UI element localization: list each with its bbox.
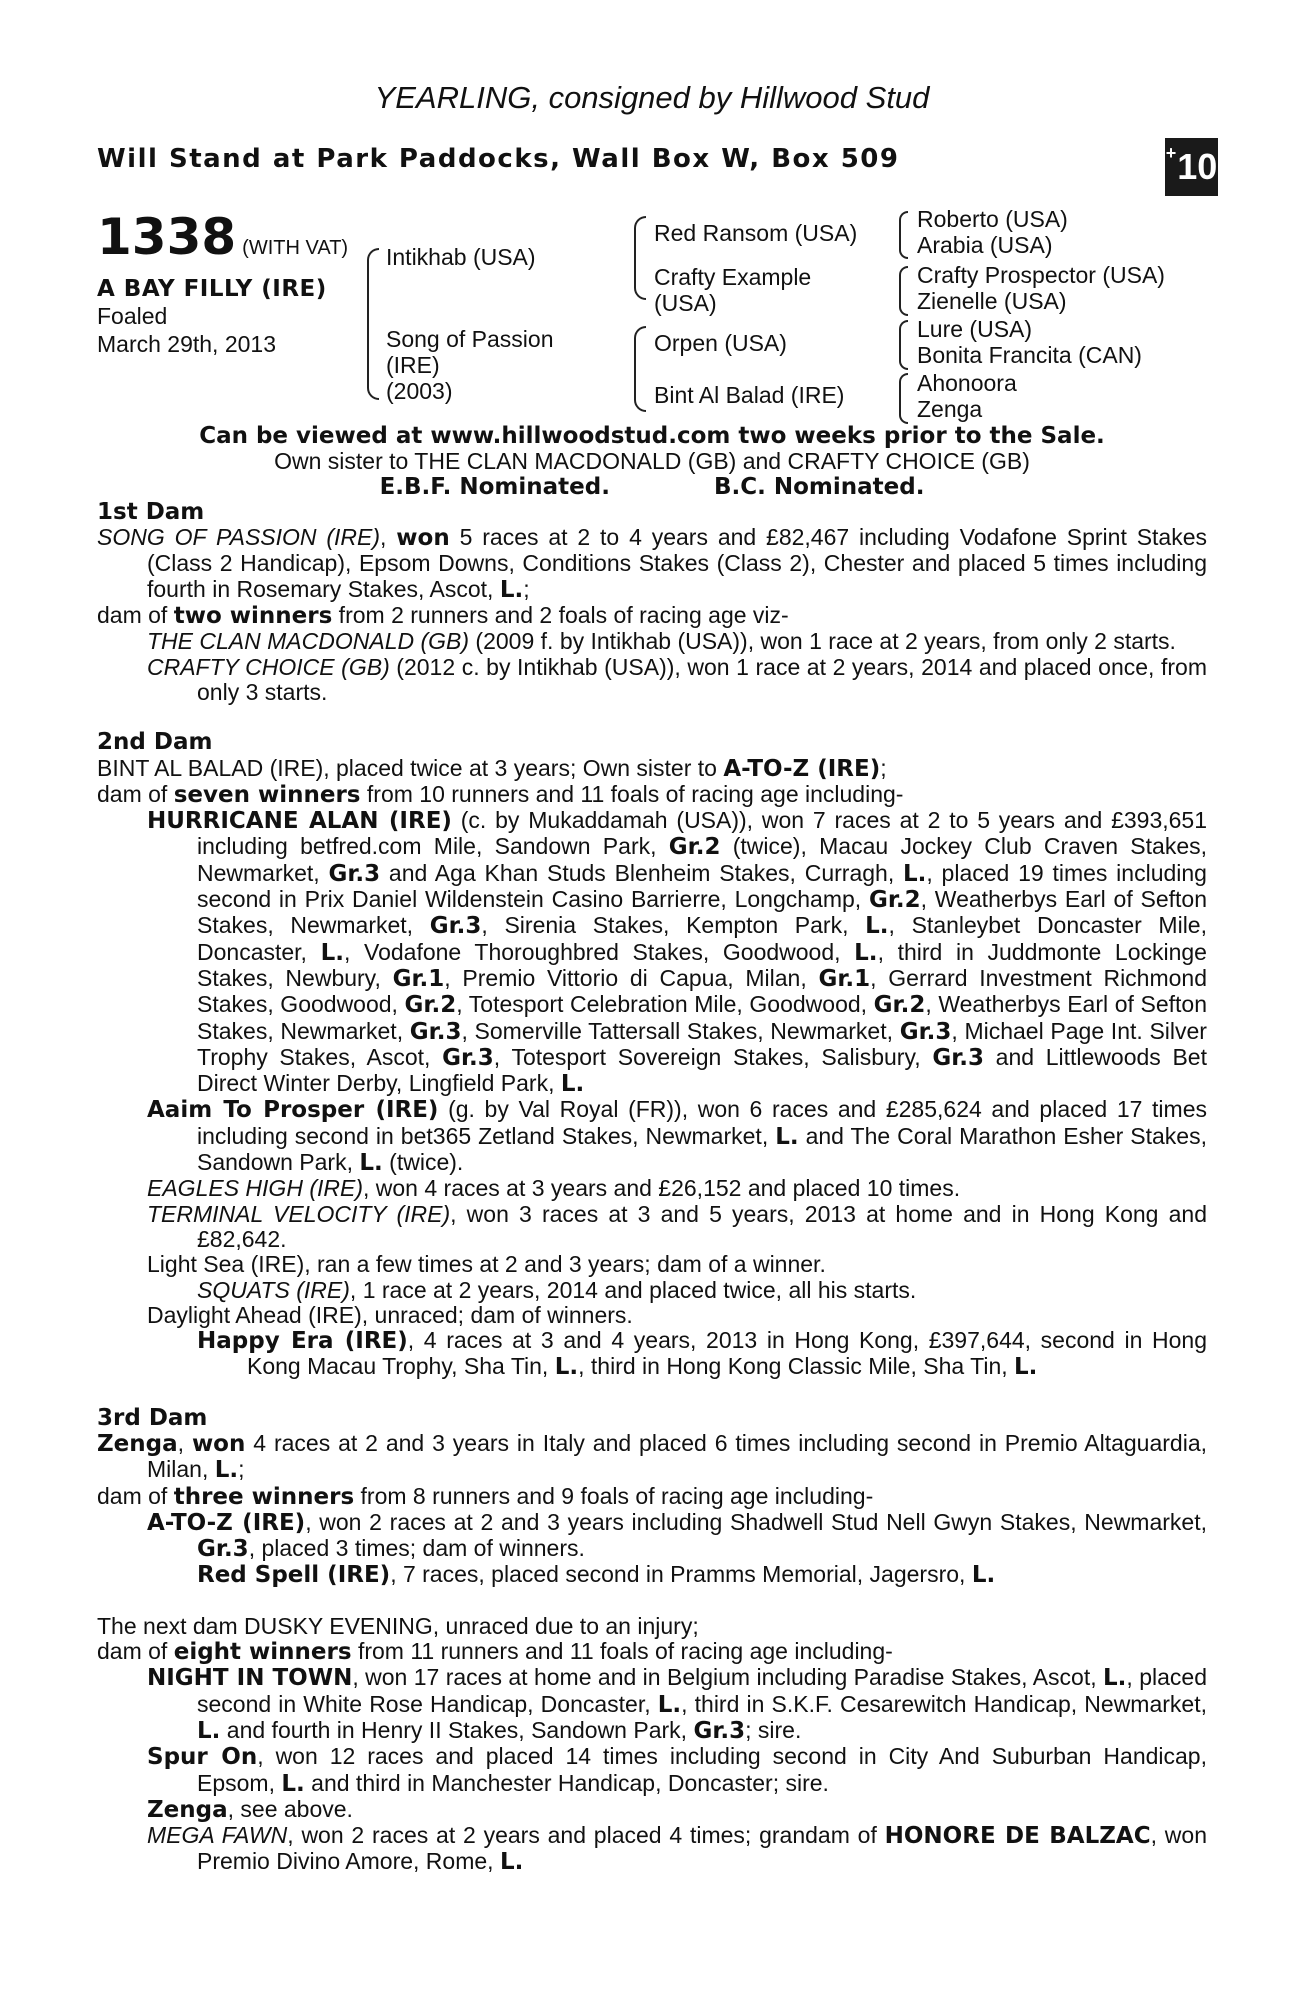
paragraph: Spur On, won 12 races and placed 14 times including second in City And Suburban Handicap, Epsom, L. and third in Manchester Handicap, Doncaster; sire. [147,1743,1207,1797]
paragraph: SQUATS (IRE), 1 race at 2 years, 2014 and placed twice, all his starts. [197,1276,917,1303]
paragraph: CRAFTY CHOICE (GB) (2012 c. by Intikhab (USA)), won 1 race at 2 years, 2014 and placed once, from only 3 starts. [147,653,1207,705]
paragraph: The next dam DUSKY EVENING, unraced due to an injury; [97,1612,699,1639]
third-dam-section [97,1431,1207,1589]
catalogue-body [97,424,1207,1876]
ped-sdd: Zienelle (USA) [917,288,1067,314]
ped-ddd: Zenga [917,396,983,422]
badge-number: 10 [1177,146,1218,187]
brace-sire-dam [367,248,379,400]
ped-sire-dam [654,264,811,316]
next-dam-section [97,1614,1207,1876]
ped-dam-line3: (2003) [386,378,453,404]
paragraph: THE CLAN MACDONALD (GB) (2009 f. by Intikhab (USA)), won 1 race at 2 years, from only 2 starts. [147,628,1176,655]
horse-name: A BAY FILLY (IRE) [97,276,327,302]
nominations [97,475,1207,500]
spacer [97,1589,1207,1614]
ped-sire-dam-line2: (USA) [654,290,717,316]
vat-note: (WITH VAT) [242,237,349,259]
paragraph: SONG OF PASSION (IRE), won 5 races at 2 to 4 years and £82,467 including Vodafone Sprint Stakes (Class 2 Handicap), Epsom Downs, Conditions Stakes (Class 2), Chester and placed 5 times including fourth in Rosemary Stakes, Ascot, L.; [97,524,1208,603]
paragraph: Zenga, see above. [147,1795,353,1823]
paragraph: Aaim To Prosper (IRE) (g. by Val Royal (FR)), won 6 races and £285,624 and placed 17 times including second in bet365 Zetland Stakes, Newmarket, L. and The Coral Marathon Esher Stakes, Sandown Park, L. (twice). [147,1096,1207,1177]
foaled-block [97,302,276,358]
second-dam-section [97,756,1207,1381]
ped-dds: Ahonoora [917,370,1017,396]
own-sister-note: Own sister to THE CLAN MACDONALD (GB) and CRAFTY CHOICE (GB) [274,448,1030,475]
ped-dam-line1: Song of Passion [386,326,554,352]
brace-sd [899,266,908,316]
paragraph: BINT AL BALAD (IRE), placed twice at 3 years; Own sister to A-TO-Z (IRE); [97,754,887,782]
bc-nominated: B.C. Nominated. [713,473,925,500]
paragraph: TERMINAL VELOCITY (IRE), won 3 races at 3 and 5 years, 2013 at home and in Hong Kong and £82,642. [147,1200,1207,1252]
brace-dam-line [634,326,646,412]
paragraph: Red Spell (IRE), 7 races, placed second in Pramms Memorial, Jagersro, L. [197,1561,996,1589]
ped-dss: Lure (USA) [917,316,1033,342]
ped-dam-line2: (IRE) [386,352,440,378]
ped-sire-sire: Red Ransom (USA) [654,220,858,246]
second-dam-heading: 2nd Dam [97,729,213,756]
spacer [97,705,1207,730]
brace-ss [899,211,908,259]
stand-location: Will Stand at Park Paddocks, Wall Box W, Box 509 [97,144,900,174]
badge-plus: + [1165,143,1177,163]
paragraph: Happy Era (IRE), 4 races at 3 and 4 years, 2013 in Hong Kong, £397,644, second in Hong Kong Macau Trophy, Sha Tin, L., third in Hong Kong Classic Mile, Sha Tin, L. [197,1327,1207,1381]
lot-number: 1338 [97,208,237,266]
ped-sss: Roberto (USA) [917,206,1068,232]
ped-ssd: Arabia (USA) [917,232,1053,258]
paragraph: Zenga, won 4 races at 2 and 3 years in Italy and placed 6 times including second in Premio Altaguardia, Milan, L.; [97,1429,1208,1484]
first-dam-heading: 1st Dam [97,498,205,525]
first-dam-section [97,525,1207,705]
consignor-line: YEARLING, consigned by Hillwood Stud [374,80,930,115]
ped-sire-dam-line1: Crafty Example [654,264,812,290]
paragraph: dam of seven winners from 10 runners and 11 foals of racing age including- [97,780,904,808]
ped-dsd: Bonita Francita (CAN) [917,342,1142,368]
paragraph: dam of eight winners from 11 runners and 11 foals of racing age including- [97,1638,893,1666]
paragraph: Daylight Ahead (IRE), unraced; dam of winners. [147,1301,633,1328]
lot-badge [1165,138,1218,196]
paragraph: EAGLES HIGH (IRE), won 4 races at 3 years and £26,152 and placed 10 times. [147,1175,961,1202]
paragraph: dam of two winners from 2 runners and 2 foals of racing age viz- [97,602,789,630]
brace-dd [899,373,908,424]
ped-sds: Crafty Prospector (USA) [917,262,1165,288]
third-dam-heading: 3rd Dam [97,1404,208,1431]
brace-ds [899,320,908,370]
foaled-label: Foaled [97,303,168,329]
paragraph: NIGHT IN TOWN, won 17 races at home and in Belgium including Paradise Stakes, Ascot, L., placed second in White Rose Handicap, Doncaster, L., third in S.K.F. Cesarewitch Handicap, Newmarket, L. and fourth in Henry II Stakes, Sandown Park, Gr.3; sire. [147,1664,1207,1744]
ped-dam-sire: Orpen (USA) [654,330,787,356]
paragraph: A-TO-Z (IRE), won 2 races at 2 and 3 years including Shadwell Stud Nell Gwyn Stakes, Newmarket, Gr.3, placed 3 times; dam of winners. [147,1508,1207,1563]
ped-dam-dam: Bint Al Balad (IRE) [654,382,845,408]
ped-dam [386,326,554,404]
paragraph: HURRICANE ALAN (IRE) (c. by Mukaddamah (USA)), won 7 races at 2 to 5 years and £393,651 including betfred.com Mile, Sandown Park, Gr.2 (twice), Macau Jockey Club Craven Stakes, Newmarket, Gr.3 and Aga Khan Studs Blenheim Stakes, Curragh, L., placed 19 times including second in Prix Daniel Wildenstein Casino Barrierre, Longchamp, Gr.2, Weatherbys Earl of Sefton Stakes, Newmarket, Gr.3, Sirenia Stakes, Kempton Park, L., Stanleybet Doncaster Mile, Doncaster, L., Vodafone Thoroughbred Stakes, Goodwood, L., third in Juddmonte Lockinge Stakes, Newbury, Gr.1, Premio Vittorio di Capua, Milan, Gr.1, Gerrard Investment Richmond Stakes, Goodwood, Gr.2, Totesport Celebration Mile, Goodwood, Gr.2, Weatherbys Earl of Sefton Stakes, Newmarket, Gr.3, Somerville Tattersall Stakes, Newmarket, Gr.3, Michael Page Int. Silver Trophy Stakes, Ascot, Gr.3, Totesport Sovereign Stakes, Salisbury, Gr.3 and Littlewoods Bet Direct Winter Derby, Lingfield Park, L. [147,807,1208,1098]
spacer [97,1381,1207,1406]
brace-sire-line [634,216,646,300]
lot-heading [97,208,348,266]
ebf-nominated: E.B.F. Nominated. [379,473,610,500]
paragraph: dam of three winners from 8 runners and 9 foals of racing age including- [97,1482,874,1510]
ped-sire: Intikhab (USA) [386,244,536,270]
foaled-date: March 29th, 2013 [97,331,277,357]
paragraph: Light Sea (IRE), ran a few times at 2 and 3 years; dam of a winner. [147,1251,826,1278]
viewing-note: Can be viewed at www.hillwoodstud.com two weeks prior to the Sale. [199,423,1105,449]
paragraph: MEGA FAWN, won 2 races at 2 years and placed 4 times; grandam of HONORE DE BALZAC, won Premio Divino Amore, Rome, L. [147,1822,1207,1876]
